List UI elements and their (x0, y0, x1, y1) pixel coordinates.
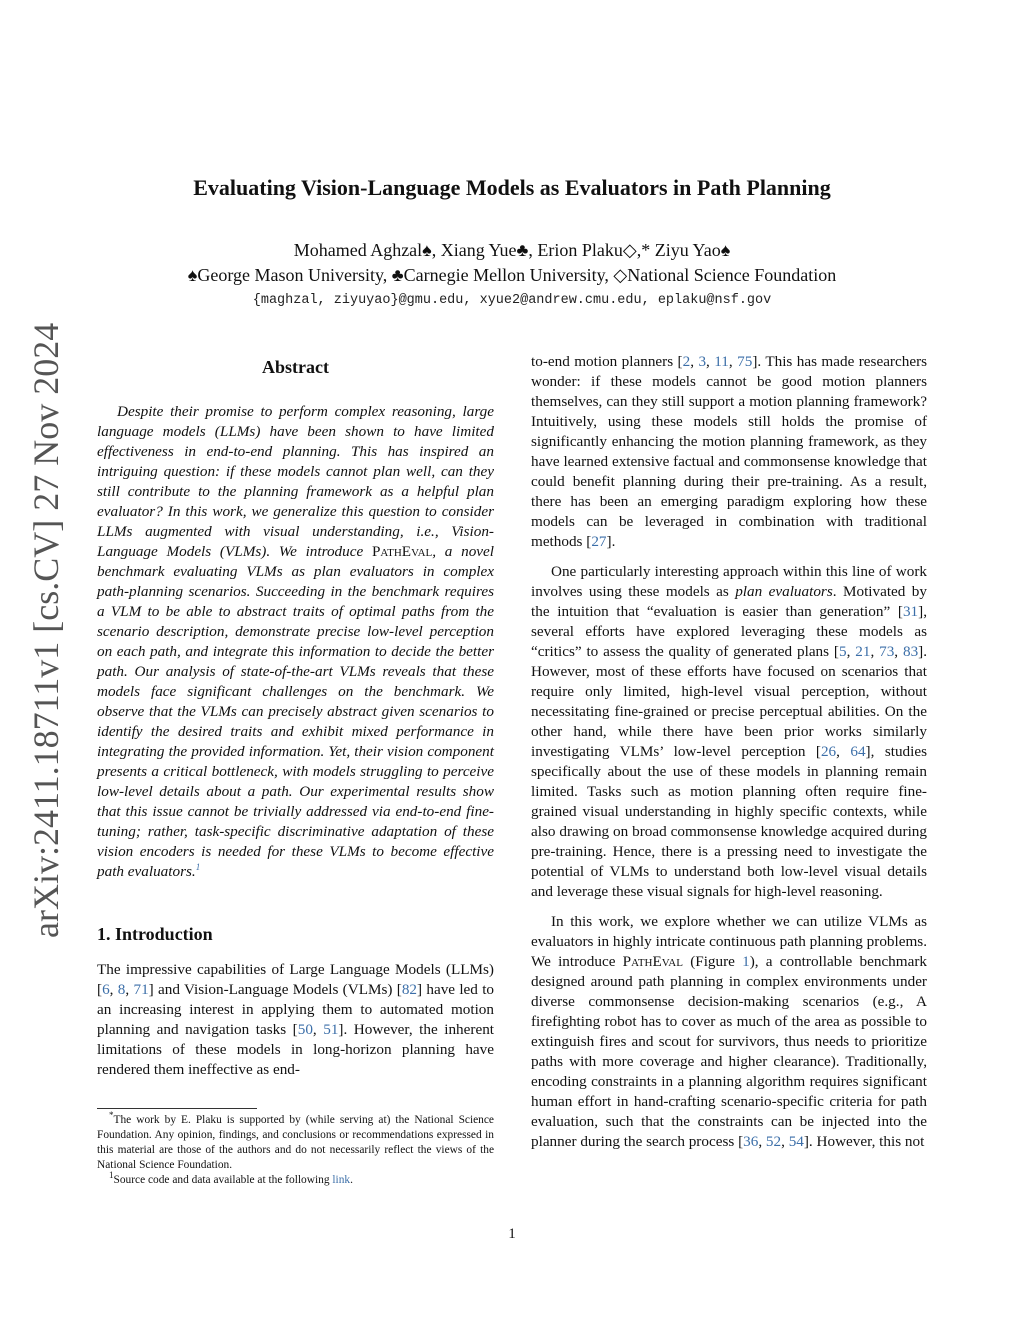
paper-title: Evaluating Vision-Language Models as Evaluators in Path Planning (193, 175, 831, 200)
citation-link[interactable]: 11 (714, 353, 729, 370)
right-column (531, 352, 927, 1162)
introduction-heading: 1. Introduction (97, 924, 213, 944)
benchmark-name: PathEval (622, 953, 683, 970)
citation-link[interactable]: 64 (850, 743, 866, 760)
paragraph: In this work, we explore whether we can utilize VLMs as evaluators in highly intricate continuous path planning problems. We introduce PathEval (Figure 1), a controllable benchmark designed around path planning in complex environments under diverse commonsense decision-making scenarios (e.g., A firefighting robot has to cover as much of the area as possible to extinguish fires and scout for survivors, thus needs to prioritize paths with more coverage and higher clearance). Traditionally, encoding constraints in a planning algorithm requires significant human effort in hand-crafting scenario-specific criteria for path evaluation, such that the constraints can be injected into the planner during the search process [36, 52, 54]. However, this not (531, 913, 927, 1150)
affiliations-line: ♠George Mason University, ♣Carnegie Mellon University, ◇National Science Foundation (187, 265, 837, 285)
abstract-heading: Abstract (262, 357, 329, 377)
page-number: 1 (508, 1226, 516, 1242)
citation-link[interactable]: 51 (323, 1021, 339, 1038)
citation-link[interactable]: 71 (133, 981, 149, 998)
citation-link[interactable]: 50 (297, 1021, 313, 1038)
left-column (97, 352, 494, 1090)
citation-link[interactable]: 21 (855, 643, 871, 660)
benchmark-name: PathEval (371, 543, 433, 560)
paragraph: to-end motion planners [2, 3, 11, 75]. This has made researchers wonder: if these models cannot be good motion planners themselves, can they still support a motion planning framework? Intuitively, using these models still holds the promise of significantly enhancing the motion planning framework, as they have learned extensive factual and commonsense knowledge that could benefit planning during their pre-training. As a result, there has been an emerging paradigm exploring how these models can be leveraged in combination with traditional methods [27]. (531, 353, 928, 550)
source-code-link[interactable]: link (332, 1174, 351, 1186)
citation-link[interactable]: 27 (591, 533, 607, 550)
citation-link[interactable]: 31 (902, 603, 919, 620)
citation-link[interactable]: 5 (838, 643, 847, 660)
citation-link[interactable]: 52 (765, 1133, 782, 1150)
emails-line: {maghzal, ziyuyao}@gmu.edu, xyue2@andrew.cmu.edu, eplaku@nsf.gov (252, 293, 772, 308)
footnote-divider (97, 1108, 257, 1109)
citation-link[interactable]: 8 (117, 981, 126, 998)
citation-link[interactable]: 83 (902, 643, 919, 660)
author-block (60, 238, 964, 288)
figure-ref-link[interactable]: 1 (742, 953, 750, 970)
emphasis-text: plan evaluators (735, 583, 833, 600)
citation-link[interactable]: 36 (743, 1133, 759, 1150)
abstract-text: Despite their promise to perform complex reasoning, large language models (LLMs) have been shown to have limited effectiveness in end-to-end planning. This has inspired an intriguing question: if these models cannot plan well, can they still contribute to the planning framework as a helpful plan evaluator? In this work, we generalize this question to consider LLMs augmented with visual understanding, i.e., Vision-Language Models (VLMs). We introduce PathEval, a novel benchmark evaluating VLMs as plan evaluators in complex path-planning scenarios. Succeeding in the benchmark requires a VLM to be able to abstract traits of optimal paths from the scenario description, demonstrate precise low-level perception on each path, and integrate this information to decide the better path. Our analysis of state-of-the-art VLMs reveals that these models face significant challenges on the benchmark. We observe that the VLMs can precisely abstract given scenarios to identify the desired traits and exhibit mixed performance in integrating the provided information. Yet, their vision component presents a critical bottleneck, with models struggling to perceive low-level details about a path. Our experimental results show that this issue cannot be trivially addressed via end-to-end fine-tuning; rather, task-specific discriminative adaptation of these vision encoders is needed for these VLMs to become effective path evaluators.$^1$ (97, 403, 495, 880)
authors-line: Mohamed Aghzal♠, Xiang Yue♣, Erion Plaku◇,* Ziyu Yao♠ (293, 240, 731, 260)
footnotes (97, 1108, 494, 1188)
citation-link[interactable]: 73 (879, 643, 895, 660)
citation-link[interactable]: 6 (102, 981, 110, 998)
citation-link[interactable]: 54 (788, 1133, 804, 1150)
intro-paragraph: The impressive capabilities of Large Language Models (LLMs) [6, 8, 71] and Vision-Language Models (VLMs) [82] have led to an increasing interest in applying them to automated motion planning and navigation tasks [50, 51]. However, the inherent limitations of these models in long-horizon planning have rendered them ineffective as end- (97, 961, 495, 1078)
citation-link[interactable]: 26 (820, 743, 837, 760)
footnote-1: $^1$Source code and data available at the following link. (109, 1170, 353, 1186)
citation-link[interactable]: 3 (698, 353, 707, 370)
arxiv-sidebar-id: arXiv:2411.18711v1 [cs.CV] 27 Nov 2024 (26, 322, 66, 938)
citation-link[interactable]: 2 (682, 353, 691, 370)
citation-link[interactable]: 82 (401, 981, 417, 998)
paragraph: One particularly interesting approach within this line of work involves using these models as plan evaluators. Motivated by the intuition that “evaluation is easier than generation” [31], several efforts have explored leveraging these models as “critics” to assess the quality of generated plans [5, 21, 73, 83]. However, most of these efforts have focused on scenarios that require only limited, high-level visual perception, without necessitating fine-grained or precise perceptual abilities. On the other hand, while there have been prior works similarly investigating VLMs’ low-level perception [26, 64], studies specifically about the use of these models in planning remain limited. Tasks such as motion planning often require fine-grained visual understanding in highly specific contexts, while also drawing on broad commonsense knowledge acquired during pre-training. Hence, there is a pressing need to investigate the potential of VLMs to understand both low-level visual details and leverage these visual signals for high-level reasoning. (531, 563, 928, 900)
footnote-star: *The work by E. Plaku is supported by (while serving at) the National Science Foundation. Any opinion, findings, and conclusions or recommendations expressed in this material are those of the authors and do not necessarily reflect the views of the National Science Foundation. (97, 1110, 494, 1171)
citation-link[interactable]: 75 (737, 353, 753, 370)
footnote-ref[interactable]: 1 (195, 861, 201, 872)
